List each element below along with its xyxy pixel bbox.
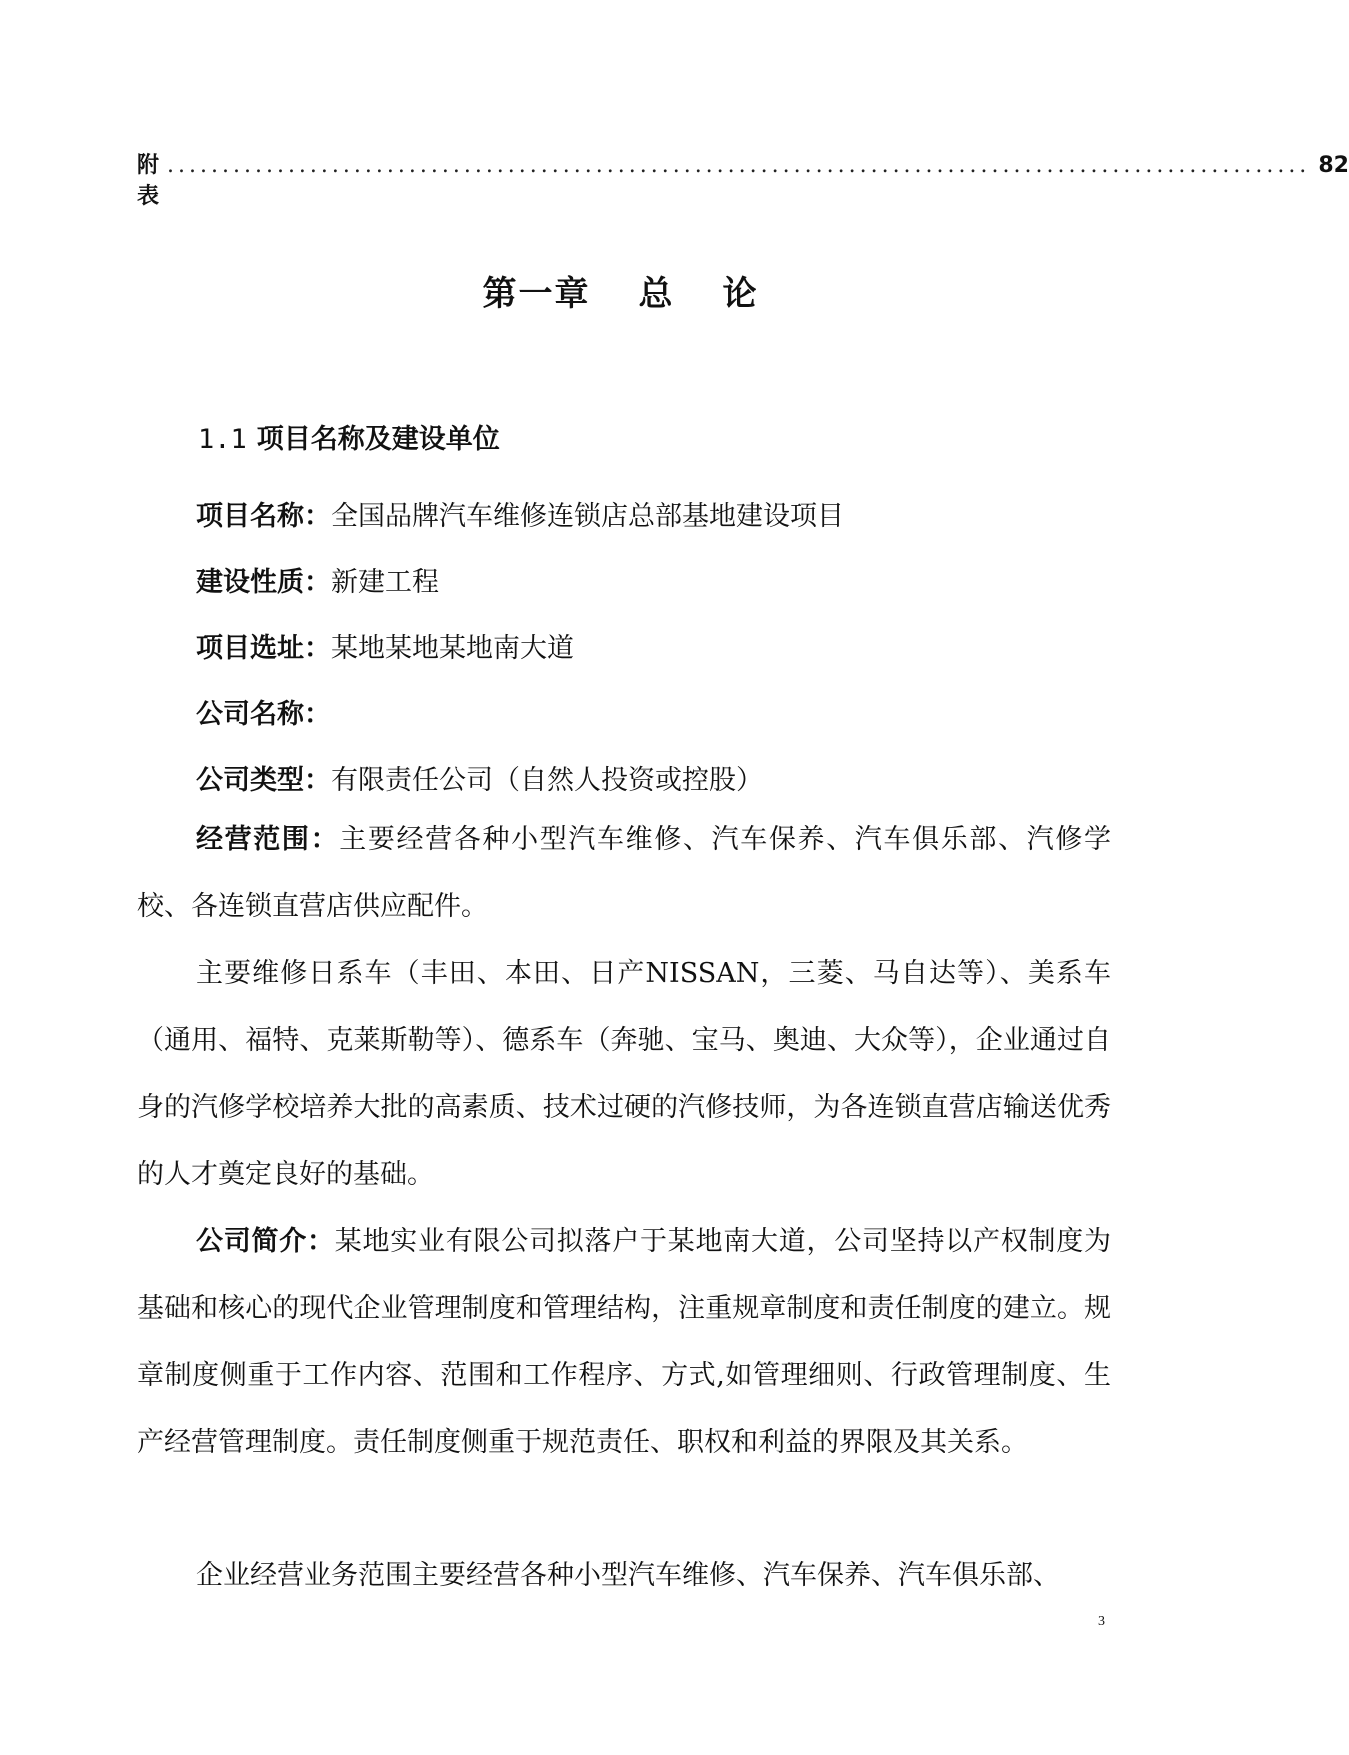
profile-text: 某地实业有限公司拟落户于某地南大道，公司坚持以产权制度为基础和核心的现代企业管理制度和管理结构，注重规章制度和责任制度的建立。规章制度侧重于工作内容、范围和工作程序、方式,如管理细则、行政管理制度、生产经营管理制度。责任制度侧重于规范责任、职权和利益的界限及其关系。: [137, 1226, 1111, 1458]
section-title: [198, 417, 500, 456]
toc-entry: [137, 148, 1349, 210]
field-label: 项目名称：: [196, 501, 331, 532]
business-scope-continued-paragraph: 企业经营业务范围主要经营各种小型汽车维修、汽车保养、汽车俱乐部、: [196, 1560, 1060, 1591]
field-label: 公司类型：: [196, 765, 331, 796]
field-value: 某地某地某地南大道: [331, 633, 574, 664]
chapter-title: [0, 266, 1241, 315]
field-construction-type: [196, 560, 439, 599]
chapter-word-1: 总: [638, 274, 675, 314]
field-project-name: [196, 494, 844, 533]
toc-page-number: 82: [1318, 153, 1349, 178]
company-profile-paragraph: [137, 1208, 1111, 1476]
business-scope-paragraph: [137, 806, 1111, 940]
field-company-type: [196, 758, 763, 797]
field-project-location: [196, 626, 574, 665]
chapter-prefix: 第一章: [482, 274, 591, 314]
field-value: 全国品牌汽车维修连锁店总部基地建设项目: [331, 501, 844, 532]
section-heading: 项目名称及建设单位: [256, 424, 500, 455]
field-company-name: [196, 692, 331, 731]
page-number: 3: [1098, 1614, 1105, 1629]
field-value: 新建工程: [331, 567, 439, 598]
section-number: 1.1: [198, 424, 247, 455]
field-label: 项目选址：: [196, 633, 331, 664]
scope-label: 经营范围：: [196, 824, 340, 855]
field-value: 有限责任公司（自然人投资或控股）: [331, 765, 763, 796]
field-label: 建设性质：: [196, 567, 331, 598]
toc-label: 附表: [137, 153, 160, 209]
chapter-word-2: 论: [722, 274, 759, 314]
profile-label: 公司简介：: [196, 1226, 335, 1257]
field-label: 公司名称：: [196, 699, 331, 730]
scope-text: 主要经营各种小型汽车维修、汽车保养、汽车俱乐部、汽修学校、各连锁直营店供应配件。: [137, 824, 1112, 922]
repair-brands-paragraph: 主要维修日系车（丰田、本田、日产NISSAN，三菱、马自达等）、美系车（通用、福特、克莱斯勒等）、德系车（奔驰、宝马、奥迪、大众等），企业通过自身的汽修学校培养大批的高素质、技术过硬的汽修技师，为各连锁直营店输送优秀的人才奠定良好的基础。: [137, 958, 1111, 1190]
toc-leader-dots: ........................................................................................................: [167, 153, 1311, 178]
